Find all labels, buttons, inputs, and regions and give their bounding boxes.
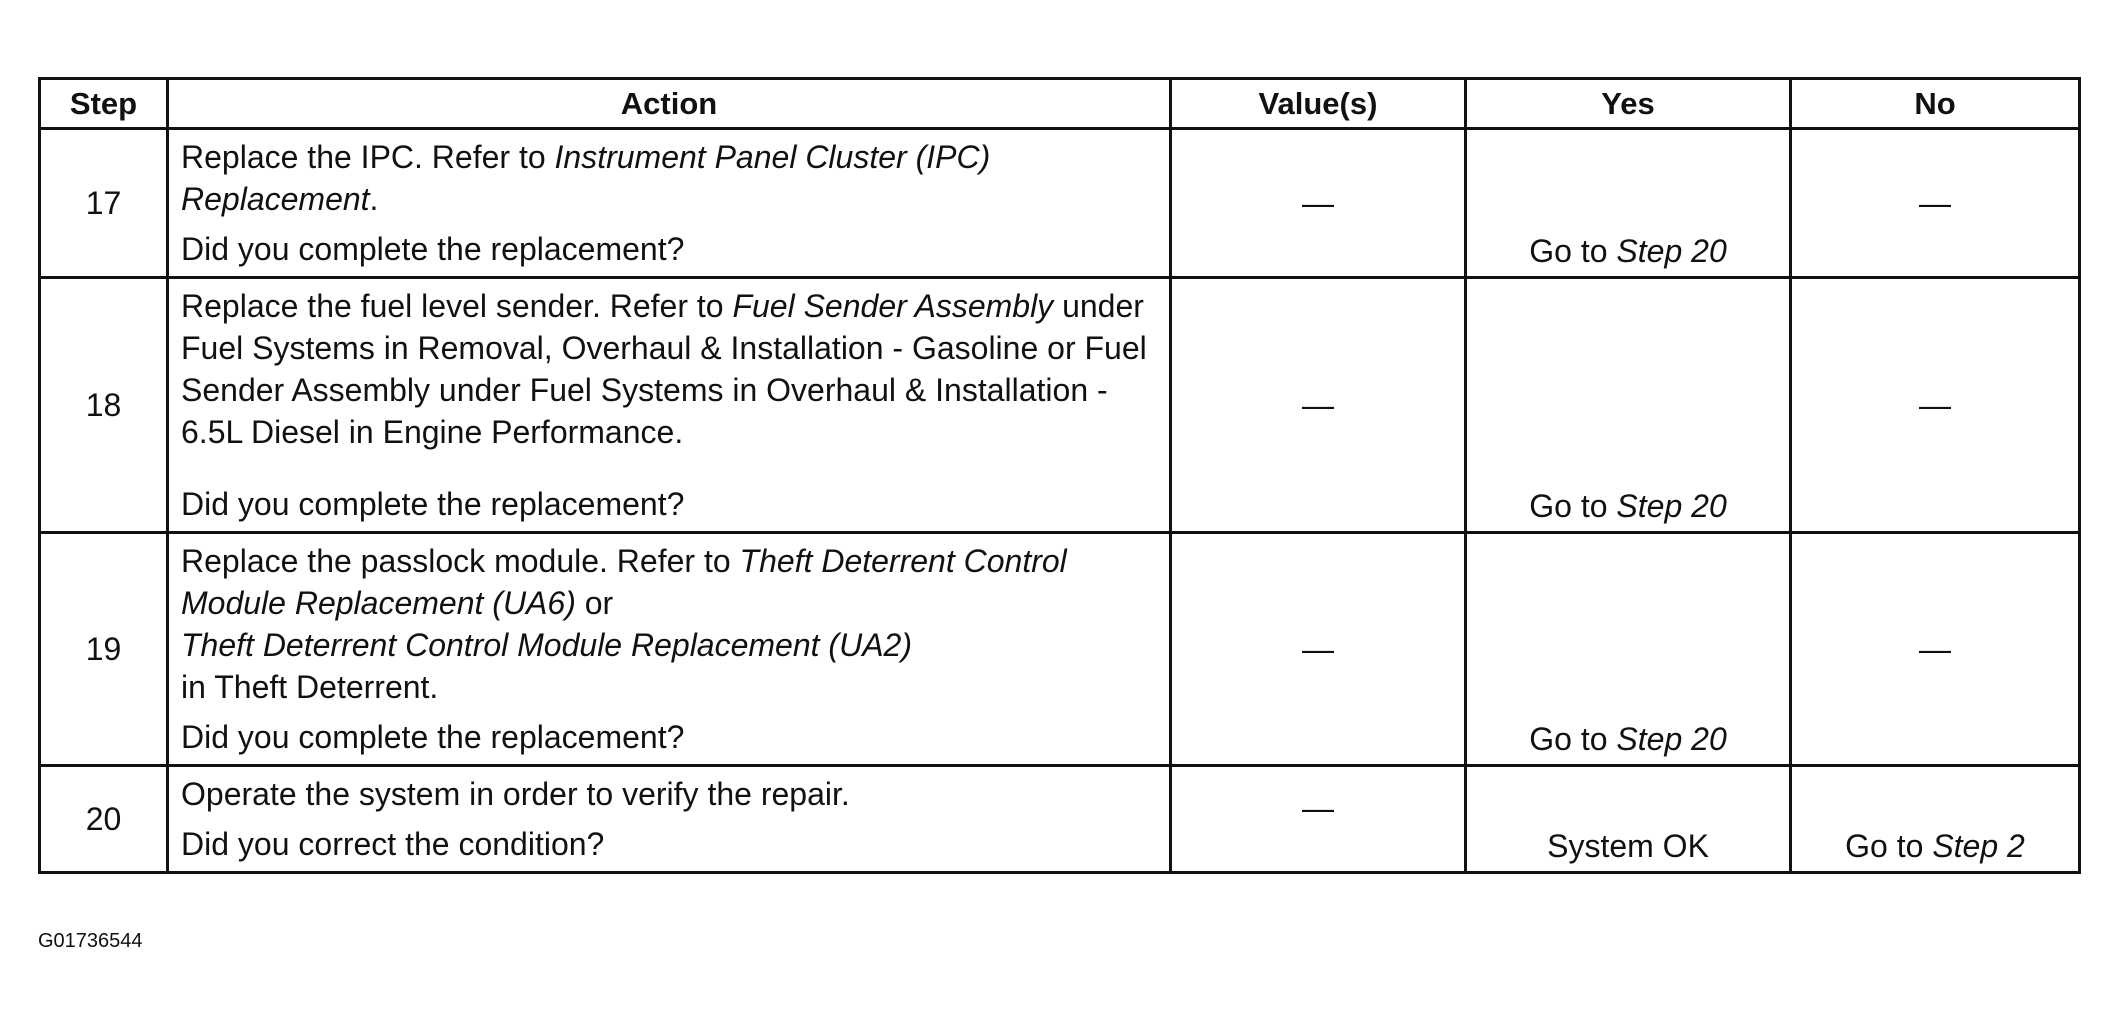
step-number: 17 [40,129,168,278]
step-reference-link[interactable]: Step 2 [1932,828,2025,864]
table-row [40,278,2080,533]
reference-link[interactable]: Fuel Sender Assembly [732,288,1054,324]
no-cell: — [1791,278,2080,533]
header-no: No [1791,79,2080,129]
table-header-row [40,79,2080,129]
action-instruction: Replace the fuel level sender. Refer to Fuel Sender Assembly under Fuel Systems in Removal, Overhaul & Installation - Gasoline or Fuel Sender Assembly under Fuel Systems in Overhaul & Installation - 6.5L Diesel in Engine Performance. [181,288,1147,450]
no-cell: — [1791,533,2080,766]
action-question: Did you complete the replacement? [181,486,685,522]
value-cell: — [1171,533,1466,766]
value-cell: — [1171,278,1466,533]
diagnostic-step-table [38,77,2081,874]
yes-cell: Go to Step 20 [1466,129,1791,278]
table-row [40,129,2080,278]
step-reference-link[interactable]: Step 20 [1616,721,1727,757]
header-action: Action [168,79,1171,129]
action-cell [168,533,1171,766]
action-instruction: Operate the system in order to verify the repair. [181,776,850,812]
action-instruction: Replace the passlock module. Refer to Theft Deterrent Control Module Replacement (UA6) or Theft Deterrent Control Module Replacement (UA2) in Theft Deterrent. [181,543,1067,705]
action-cell [168,278,1171,533]
yes-cell: Go to Step 20 [1466,533,1791,766]
yes-cell: Go to Step 20 [1466,278,1791,533]
step-reference-link[interactable]: Step 20 [1616,233,1727,269]
figure-id: G01736544 [38,930,143,952]
value-cell: — [1171,766,1466,873]
step-reference-link[interactable]: Step 20 [1616,488,1727,524]
reference-link[interactable]: Theft Deterrent Control Module Replacement (UA6) [181,543,1067,621]
no-cell: — [1791,129,2080,278]
step-number: 18 [40,278,168,533]
no-cell: Go to Step 2 [1791,766,2080,873]
step-number: 20 [40,766,168,873]
action-question: Did you complete the replacement? [181,231,685,267]
value-cell: — [1171,129,1466,278]
action-instruction: Replace the IPC. Refer to Instrument Panel Cluster (IPC) Replacement. [181,139,991,217]
yes-cell: System OK [1466,766,1791,873]
reference-link[interactable]: Theft Deterrent Control Module Replacement (UA2) [181,627,912,663]
table-row [40,533,2080,766]
diagnostic-table-container [38,77,2078,874]
table-row [40,766,2080,873]
header-yes: Yes [1466,79,1791,129]
action-question: Did you correct the condition? [181,826,605,862]
step-number: 19 [40,533,168,766]
action-cell [168,766,1171,873]
action-question: Did you complete the replacement? [181,719,685,755]
action-cell [168,129,1171,278]
header-step: Step [40,79,168,129]
reference-link[interactable]: Instrument Panel Cluster (IPC) Replacement [181,139,991,217]
header-values: Value(s) [1171,79,1466,129]
